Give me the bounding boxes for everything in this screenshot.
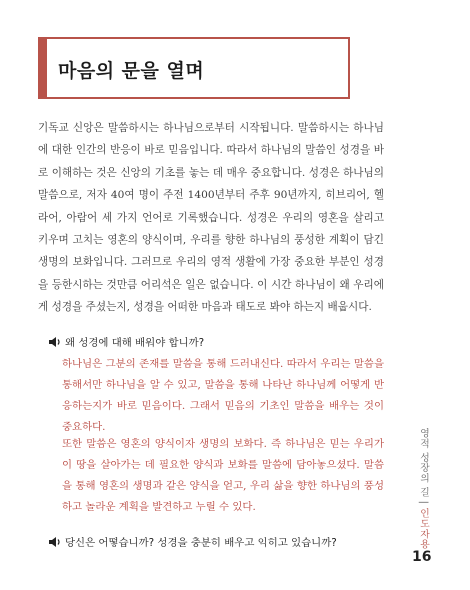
question-1-text: 왜 성경에 대해 배워야 합니까?: [65, 337, 205, 349]
answer-2-text: 또한 말씀은 영혼의 양식이자 생명의 보화다. 즉 하나님은 믿는 우리가 이 땅을 살아가는 데 필요한 양식과 보화를 말씀에 담아놓으셨다. 말씀을 통해 영혼의 생명과 같은 양식을 얻고, 우리 삶을 향한 하나님의 풍성하고 놀라운 계획을 발견하고 누릴 수 있다.: [62, 438, 384, 513]
question-2-text: 당신은 어떻습니까? 성경을 충분히 배우고 익히고 있습니까?: [65, 537, 337, 549]
answer-2: [62, 434, 384, 518]
side-section-label: 영적 성장의 길 | 인도자용: [418, 428, 429, 550]
speaker-icon: [48, 536, 62, 548]
page-number: 16: [412, 549, 432, 565]
page-title: 마음의 문을 열며: [58, 60, 205, 82]
title-box: [38, 37, 350, 99]
answer-1: [62, 354, 384, 438]
side-label-main: 영적 성장의 길: [418, 428, 429, 498]
side-label-accent: 인도자용: [418, 508, 429, 550]
speaker-icon: [48, 336, 62, 348]
question-1: [48, 334, 204, 349]
intro-paragraph: [38, 117, 384, 319]
answer-1-text: 하나님은 그분의 존재를 말씀을 통해 드러내신다. 따라서 우리는 말씀을 통해서만 하나님을 알 수 있고, 말씀을 통해 나타난 하나님께 어떻게 반응하는지가 바로 믿음이다. 그래서 믿음의 기초인 말씀을 배우는 것이 중요하다.: [62, 358, 384, 433]
question-2: [48, 534, 337, 549]
intro-text: 기독교 신앙은 말씀하시는 하나님으로부터 시작됩니다. 말씀하시는 하나님에 대한 인간의 반응이 바로 믿음입니다. 따라서 하나님의 말씀인 성경을 바로 이해하는 것은 신앙의 기초를 놓는 데 매우 중요합니다. 성경은 하나님의 말씀으로, 저자 40여 명이 주전 1400년부터 주후 90년까지, 히브리어, 헬라어, 아람어 세 가지 언어로 기록했습니다. 성경은 우리의 영혼을 살리고 키우며 고치는 영혼의 양식이며, 우리를 향한 하나님의 풍성한 계획이 담긴 생명의 보화입니다. 그러므로 우리의 영적 생활에 가장 중요한 부분인 성경을 등한시하는 것만큼 어리석은 일은 없습니다. 이 시간 하나님이 왜 우리에게 성경을 주셨는지, 성경을 어떠한 마음과 태도로 봐야 하는지 배웁시다.: [38, 122, 384, 314]
title-accent-bar: [40, 39, 47, 97]
